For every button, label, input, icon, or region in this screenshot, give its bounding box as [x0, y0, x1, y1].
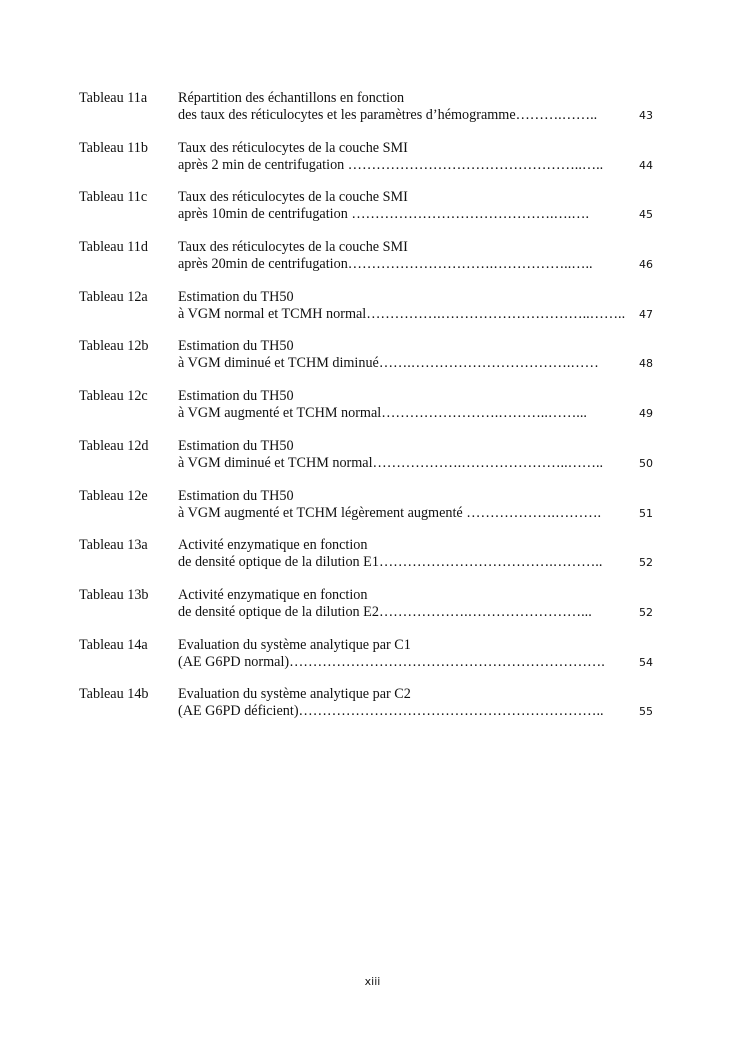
page-number: 50 [639, 456, 653, 470]
table-title-continued: des taux des réticulocytes et les paramètres d’hémogramme……….…….. [178, 107, 598, 123]
table-label: Tableau 13b [79, 586, 149, 603]
page-number: 55 [639, 705, 653, 719]
table-label: Tableau 12e [79, 487, 148, 504]
page-number: 45 [639, 208, 653, 222]
table-label: Tableau 11c [79, 189, 148, 206]
toc-entry[interactable] [79, 637, 655, 687]
table-title-continued: à VGM normal et TCMH normal…………….…………………………..…….. [178, 305, 626, 322]
toc-entry[interactable] [79, 338, 655, 388]
table-title: Activité enzymatique en fonction [178, 586, 368, 603]
page-number: 54 [639, 655, 653, 669]
table-title: Estimation du TH50 [178, 388, 294, 405]
toc-entry[interactable] [79, 488, 655, 538]
toc-entry[interactable] [79, 289, 655, 339]
toc-entry[interactable] [79, 686, 655, 736]
table-title-continued: après 10min de centrifugation …………………………………….….…. [178, 206, 589, 223]
table-label: Tableau 11a [79, 90, 148, 106]
toc-entry[interactable] [79, 388, 655, 438]
page-number: 47 [639, 307, 653, 321]
page-number: 49 [639, 407, 653, 421]
table-of-tables [79, 90, 655, 736]
table-title-continued: (AE G6PD normal)…………………………………………………………. [178, 653, 605, 670]
toc-entry[interactable] [79, 438, 655, 488]
table-title-continued: à VGM augmenté et TCHM légèrement augmenté ……………….………. [178, 504, 602, 521]
table-label: Tableau 12d [79, 437, 149, 454]
table-label: Tableau 11d [79, 239, 148, 256]
page-number: 52 [639, 605, 653, 619]
page-number: 48 [639, 357, 653, 371]
table-title: Répartition des échantillons en fonction [178, 90, 405, 106]
page-number: 51 [639, 506, 653, 520]
toc-entry[interactable] [79, 90, 655, 140]
toc-entry[interactable] [79, 587, 655, 637]
page-number: 43 [639, 109, 653, 122]
table-title-continued: après 20min de centrifugation………………………….……………..….. [178, 256, 593, 273]
table-title: Estimation du TH50 [178, 437, 294, 454]
table-title: Estimation du TH50 [178, 288, 294, 305]
table-title: Estimation du TH50 [178, 487, 294, 504]
toc-entry[interactable] [79, 537, 655, 587]
table-title: Evaluation du système analytique par C1 [178, 636, 411, 653]
page-number: 44 [639, 158, 653, 172]
table-label: Tableau 14a [79, 636, 148, 653]
table-label: Tableau 12c [79, 388, 148, 405]
page-number: 52 [639, 556, 653, 570]
table-title-continued: à VGM augmenté et TCHM normal…………………….………..……... [178, 405, 587, 422]
table-title-continued: (AE G6PD déficient)……………………………………………………….. [178, 703, 604, 720]
table-title-continued: après 2 min de centrifugation …………………………………………..….. [178, 156, 604, 173]
toc-entry[interactable] [79, 140, 655, 190]
page-footer-number: xiii [364, 975, 381, 988]
table-label: Tableau 13a [79, 537, 148, 554]
table-title: Evaluation du système analytique par C2 [178, 686, 411, 703]
toc-entry[interactable] [79, 239, 655, 289]
table-title: Taux des réticulocytes de la couche SMI [178, 189, 408, 206]
table-title-continued: à VGM diminué et TCHM normal……………….…………………..…….. [178, 454, 604, 471]
table-title: Activité enzymatique en fonction [178, 537, 368, 554]
table-label: Tableau 11b [79, 139, 148, 156]
table-title-continued: à VGM diminué et TCHM diminué…….…………………………….…… [178, 355, 599, 372]
table-label: Tableau 12b [79, 338, 149, 355]
table-label: Tableau 12a [79, 288, 148, 305]
table-title-continued: de densité optique de la dilution E1……………………………….……….. [178, 554, 603, 571]
page-number: 46 [639, 258, 653, 272]
table-title: Taux des réticulocytes de la couche SMI [178, 139, 408, 156]
table-title-continued: de densité optique de la dilution E2……………….……………………... [178, 603, 592, 620]
table-title: Taux des réticulocytes de la couche SMI [178, 239, 408, 256]
table-title: Estimation du TH50 [178, 338, 294, 355]
toc-entry[interactable] [79, 189, 655, 239]
table-label: Tableau 14b [79, 686, 149, 703]
